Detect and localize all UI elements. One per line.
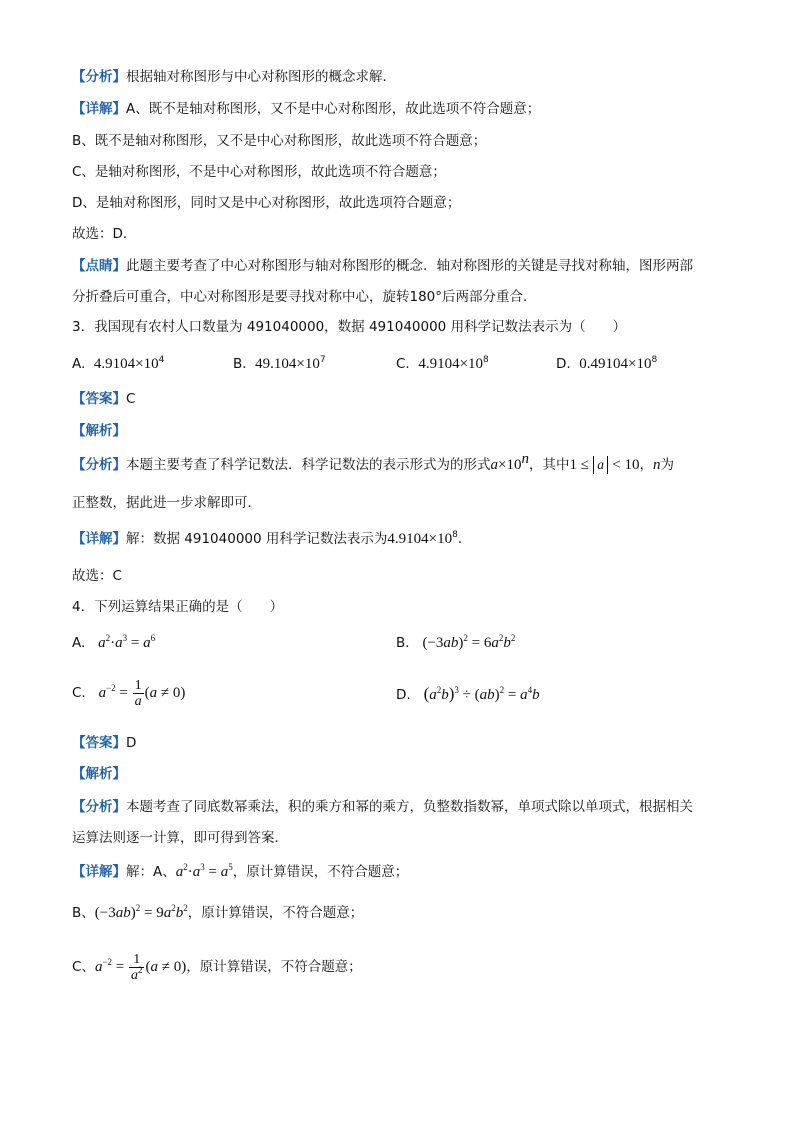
option-d-formula: $(a^2b)^3 \div (ab)^2 = a^4b$ [423,684,540,703]
q4-line-c-formula: $a^{-2}$ = $\frac{1}{a^2}$ (a ≠ 0) [94,952,187,984]
form-times: ×10 [498,457,522,473]
q3-answer-line [72,390,135,408]
option-label: A. [72,356,86,372]
option-b-formula: $(-3ab)^2 = 6a^2b^2$ [422,633,516,651]
answer-tag: 【答案】 [72,391,126,407]
option-c-formula: $a^{-2}$ = $\frac{1}{a}$ (a ≠ 0) [98,678,186,710]
q3-xiangjie-line [72,530,471,548]
xiangjie-tag: 【详解】 [72,531,126,547]
q4-xiangjie-a-line [72,863,408,881]
option-label: B. [233,356,247,372]
wrong-note: ，原计算错误，不符合题意； [232,864,409,880]
xiangjie-tag: 【详解】 [72,101,126,117]
q4-answer-line [72,734,136,752]
q3-fenxi-line1 [72,451,675,474]
option-value: 0.49104×10 [579,356,652,372]
q2-guxuan: 故选：D． [72,226,137,242]
option-exp: 7 [319,355,326,365]
q3-option-a[interactable] [72,355,164,373]
q3-jiexi-line [72,422,126,440]
q4-option-b[interactable] [396,634,515,652]
q2-xiangjie-line [72,100,540,118]
q4-fenxi-text1: 本题考查了同底数幂乘法，积的乘方和幂的乘方，负整数指数幂，单项式除以单项式，根据相关 [126,799,693,815]
option-label: C. [396,356,410,372]
q3-option-b[interactable] [233,355,326,373]
option-label: D. [396,687,411,703]
q4-fenxi-line1 [72,798,693,816]
option-value: 4.9104×10 [418,356,484,372]
n-var: n [653,457,661,473]
fenxi-tag: 【分析】 [72,69,126,85]
form-a: a [490,457,498,473]
q2-fenxi-text: 根据轴对称图形与中心对称图形的概念求解． [126,69,396,85]
q4-line-a-formula: $a^2\cdot a^3 = a^5$ [175,862,233,880]
option-value: 49.104×10 [255,356,320,372]
option-a-formula: $a^2\cdot a^3 = a^6$ [98,633,156,651]
option-label: C. [72,685,86,701]
wrong-note: ，原计算错误，不符合题意； [186,959,362,975]
jiexi-tag: 【解析】 [72,423,126,439]
q2-line-b: B、既不是轴对称图形，又不是中心对称图形，故此选项不符合题意； [72,133,487,149]
q3-xiangjie-end: ． [457,531,472,547]
q3-fenxi-text1a: 本题主要考查了科学记数法．科学记数法的表示形式为的形式 [126,457,491,473]
q3-fenxi-text1b: ，其中 [528,457,570,473]
q2-dianjing-line1 [72,257,693,275]
option-label: A. [72,635,86,651]
jiexi-tag: 【解析】 [72,766,126,782]
q3-answer: C [126,391,136,407]
q3-option-c[interactable] [396,355,489,373]
q2-dianjing-text1: 此题主要考查了中心对称图形与轴对称图形的概念．轴对称图形的关键是寻找对称轴，图形两部 [126,258,693,274]
q4-line-b [72,904,363,922]
q2-fenxi-line [72,68,396,86]
q4-line-c [72,950,362,984]
q3-fenxi-text1c: ， [639,457,654,473]
q3-xiangjie-text: 解：数据 491040000 用科学记数法表示为 [126,531,388,547]
q2-xiangjie-a: A、既不是轴对称图形，又不是中心对称图形，故此选项不符合题意； [126,101,541,117]
option-label: B. [396,635,410,651]
q3-fenxi-text1d: 为 [660,457,675,473]
q3-option-d[interactable] [556,355,657,373]
q4-line-b-formula: $(-3ab)^2 = 9a^2b^2$ [94,903,188,921]
q2-line-d: D、是轴对称图形，同时又是中心对称图形，故此选项符合题意； [72,195,461,211]
q4-line-c-pre: C、 [72,959,95,975]
q4-option-a[interactable] [72,634,155,652]
ineq-right: < 10 [612,457,640,473]
option-label: D. [556,356,571,372]
q2-line-c: C、是轴对称图形，不是中心对称图形，故此选项不符合题意； [72,164,446,180]
q2-dianjing-line2: 分折叠后可重合，中心对称图形是要寻找对称中心，旋转180°后两部分重合． [72,289,537,305]
ineq-left: 1 ≤ [569,457,589,473]
q4-line-b-pre: B、 [72,905,95,921]
option-exp: 8 [651,355,658,365]
option-value: 4.9104×10 [93,356,159,372]
fenxi-tag: 【分析】 [72,799,126,815]
q4-xiangjie-a-pre: 解：A、 [126,864,176,880]
option-exp: 4 [158,355,165,365]
wrong-note: ，原计算错误，不符合题意； [187,905,364,921]
q3-stem: 3．我国现有农村人口数量为 491040000，数据 491040000 用科学记数法表示为（ ） [72,319,627,335]
fenxi-tag: 【分析】 [72,457,126,473]
dianjing-tag: 【点睛】 [72,258,126,274]
q4-fenxi-line2: 运算法则逐一计算，即可得到答案． [72,830,288,846]
q3-guxuan: 故选：C [72,568,122,584]
q3-xiangjie-exp: 8 [452,530,458,540]
q3-fenxi-line2: 正整数，据此进一步求解即可． [72,495,261,511]
abs-a: a [593,456,608,474]
q4-answer: D [126,735,137,751]
answer-tag: 【答案】 [72,735,126,751]
q3-xiangjie-value: 4.9104×10 [387,531,453,547]
xiangjie-tag: 【详解】 [72,864,126,880]
q4-stem: 4．下列运算结果正确的是（ ） [72,599,284,615]
q4-jiexi-line [72,765,126,783]
q4-option-c[interactable] [72,678,185,709]
q4-option-d[interactable] [396,685,540,704]
option-exp: 8 [483,355,489,365]
form-n: n [521,451,529,467]
